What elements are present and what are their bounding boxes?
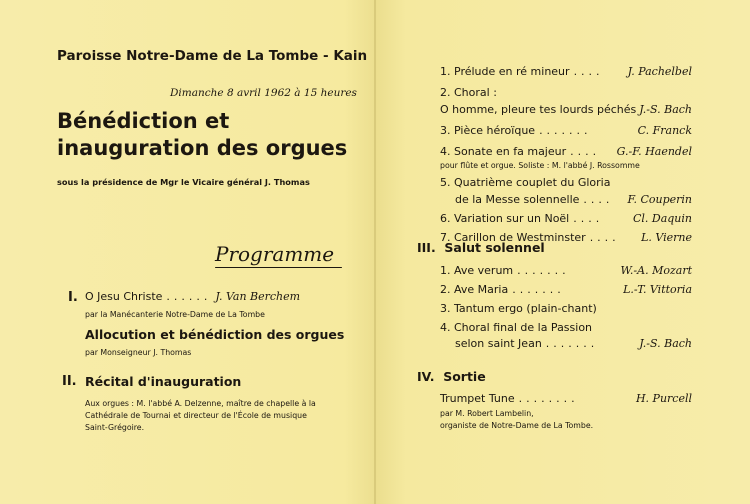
sortie-performer [440, 408, 593, 432]
presidence-line: sous la présidence de Mgr le Vicaire général J. Thomas [57, 177, 310, 187]
item-composer: J. Van Berchem [215, 290, 301, 303]
item-number: 5. [440, 176, 451, 189]
item-title: Ave Maria [454, 283, 509, 296]
parish-name: Paroisse Notre-Dame de La Tombe - Kain [57, 48, 368, 64]
title-line-1: Bénédiction et [57, 109, 230, 133]
salut-item-3 [440, 302, 692, 315]
item-title: Quatrième couplet du Gloria [454, 176, 611, 189]
item-composer: L. Vierne [641, 231, 692, 244]
section-ii-title: Récital d'inauguration [85, 374, 242, 389]
recital-item-2-continued [440, 103, 692, 116]
item-title-continued: O homme, pleure tes lourds péchés [440, 103, 637, 116]
item-title-continued: selon saint Jean [455, 337, 542, 350]
leader-dots: ....... [512, 283, 565, 296]
recital-item-5 [440, 176, 692, 189]
section-i-numeral: I. [68, 290, 78, 305]
item-title: Choral : [454, 86, 497, 99]
programme-heading: Programme [215, 242, 335, 266]
performer-line-2: organiste de Notre-Dame de La Tombe. [440, 421, 594, 430]
leader-dots: .... [573, 212, 604, 225]
recital-item-1 [440, 65, 692, 78]
leader-dots: ........ [518, 392, 579, 405]
item-title: Carillon de Westminster [454, 231, 586, 244]
recital-item-3 [440, 124, 692, 137]
allocution-heading: Allocution et bénédiction des orgues [85, 327, 345, 342]
item-number: 3. [440, 124, 451, 137]
item-number: 3. [440, 302, 451, 315]
section-iii-heading [417, 240, 545, 255]
item-title: O Jesu Christe [85, 290, 163, 303]
salut-item-4 [440, 321, 692, 334]
item-number: 1. [440, 264, 451, 277]
item-composer: L.-T. Vittoria [623, 283, 692, 296]
organist-description [85, 398, 340, 434]
leader-dots: .... [573, 65, 604, 78]
item-composer: W.-A. Mozart [620, 264, 692, 277]
leader-dots: ....... [539, 124, 592, 137]
item-title: Choral final de la Passion [454, 321, 593, 334]
item-number: 2. [440, 283, 451, 296]
page-title [57, 108, 347, 162]
salut-item-2 [440, 283, 692, 296]
item-composer: J.-S. Bach [639, 337, 692, 350]
item-title: Prélude en ré mineur [454, 65, 570, 78]
section-iii-numeral: III. [417, 240, 436, 255]
recital-item-2 [440, 86, 692, 99]
recital-item-5-continued [455, 193, 692, 206]
organist-line-2: Cathédrale de Tournai et directeur de l'École de musique [85, 411, 307, 420]
allocution-by: par Monseigneur J. Thomas [85, 348, 192, 357]
event-date: Dimanche 8 avril 1962 à 15 heures [170, 87, 357, 99]
item-composer: G.-F. Haendel [616, 145, 692, 158]
recital-item-4-note: pour flûte et orgue. Soliste : M. l'abbé J. Rossomme [440, 161, 640, 170]
leader-dots: .... [570, 145, 601, 158]
performer-line-1: par M. Robert Lambelin, [440, 409, 534, 418]
leader-dots: ...... [166, 290, 212, 303]
section-iv-title: Sortie [443, 369, 486, 384]
item-number: 4. [440, 145, 451, 158]
item-number: 2. [440, 86, 451, 99]
sortie-item [440, 392, 692, 405]
item-composer: J.-S. Bach [639, 103, 692, 116]
leader-dots: .... [583, 193, 614, 206]
item-number: 4. [440, 321, 451, 334]
page-fold [374, 0, 376, 504]
item-composer: Cl. Daquin [632, 212, 692, 225]
organist-line-3: Saint-Grégoire. [85, 423, 145, 432]
section-i-performer: par la Manécanterie Notre-Dame de La Tombe [85, 310, 265, 319]
item-number: 7. [440, 231, 451, 244]
organist-line-1: Aux orgues : M. l'abbé A. Delzenne, maître de chapelle à la [85, 399, 316, 408]
item-composer: C. Franck [637, 124, 692, 137]
item-title: Sonate en fa majeur [454, 145, 567, 158]
section-iv-numeral: IV. [417, 369, 435, 384]
section-i-item [85, 290, 347, 303]
item-number: 6. [440, 212, 451, 225]
recital-item-6 [440, 212, 692, 225]
salut-item-1 [440, 264, 692, 277]
item-title-continued: de la Messe solennelle [455, 193, 580, 206]
title-line-2: inauguration des orgues [57, 136, 348, 160]
item-composer: H. Purcell [635, 392, 692, 405]
recital-item-4 [440, 145, 692, 158]
item-title: Trumpet Tune [440, 392, 515, 405]
item-title: Ave verum [454, 264, 514, 277]
item-composer: F. Couperin [627, 193, 692, 206]
leader-dots: ....... [517, 264, 570, 277]
leader-dots: ....... [545, 337, 599, 350]
item-number: 1. [440, 65, 451, 78]
item-composer: J. Pachelbel [627, 65, 692, 78]
section-iv-heading [417, 369, 486, 384]
item-title: Variation sur un Noël [454, 212, 570, 225]
salut-item-4-continued [455, 337, 692, 350]
item-title: Tantum ergo (plain-chant) [454, 302, 597, 315]
section-iii-title: Salut solennel [444, 240, 545, 255]
section-ii-numeral: II. [62, 374, 77, 389]
leader-dots: .... [589, 231, 620, 244]
item-title: Pièce héroïque [454, 124, 536, 137]
